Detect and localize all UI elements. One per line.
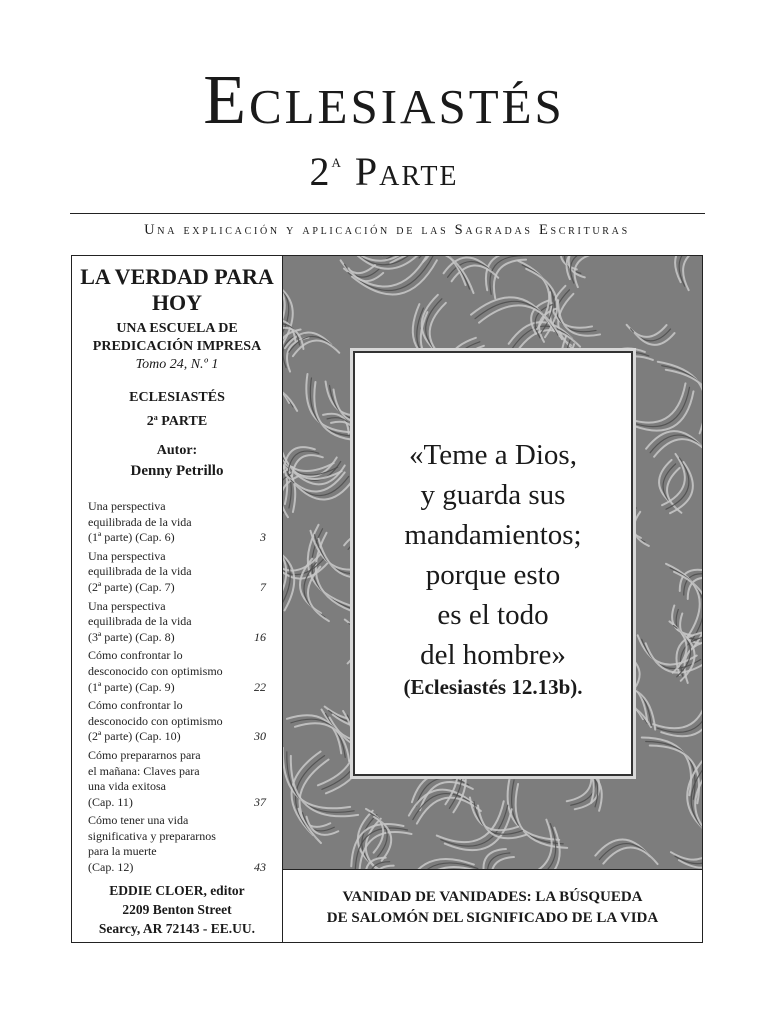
toc-page: 22 bbox=[254, 679, 266, 694]
marble-swirl bbox=[662, 366, 702, 438]
document-title: Eclesiastés bbox=[203, 62, 565, 139]
volume-number: Tomo 24, N.º 1 bbox=[135, 357, 219, 372]
book-part-ordinal: a bbox=[153, 413, 158, 422]
book-part-word: PARTE bbox=[161, 414, 208, 429]
toc-item[interactable] bbox=[88, 549, 268, 596]
toc-title: Cómo tener una vida significativa y prepararnos para la muerte (Cap. 12) bbox=[88, 813, 216, 875]
quote-line: del hombre» bbox=[420, 639, 566, 671]
cover-frame bbox=[71, 255, 703, 943]
marble-swirl bbox=[672, 605, 692, 635]
marble-swirl bbox=[340, 256, 420, 261]
marble-swirl bbox=[491, 857, 513, 869]
toc-title: Cómo confrontar lo desconocido con optimismo (1ª parte) (Cap. 9) bbox=[88, 648, 223, 694]
subtitle-ordinal: a bbox=[331, 151, 343, 171]
marble-swirl bbox=[683, 256, 702, 290]
quote-box bbox=[353, 351, 633, 776]
school-title: LA VERDAD PARA HOY bbox=[80, 264, 274, 315]
series-caption bbox=[283, 869, 702, 942]
marble-swirl bbox=[293, 341, 339, 357]
marble-swirl bbox=[283, 387, 297, 411]
title-divider bbox=[70, 213, 705, 214]
marble-swirl bbox=[634, 512, 649, 546]
toc-title: Una perspectiva equilibrada de la vida (2ª parte) (Cap. 7) bbox=[88, 548, 192, 594]
toc-item[interactable] bbox=[88, 648, 268, 695]
quote-reference: (Eclesiastés 12.13b). bbox=[403, 675, 583, 699]
quote-line: es el todo bbox=[437, 599, 549, 631]
quote-line: «Teme a Dios, bbox=[409, 439, 577, 471]
caption-line: VANIDAD DE VANIDADES: LA BÚSQUEDA bbox=[342, 889, 643, 905]
toc-item[interactable] bbox=[88, 748, 268, 810]
publisher-info bbox=[72, 881, 282, 938]
author-label: Autor: bbox=[156, 443, 198, 458]
toc-title: Una perspectiva equilibrada de la vida (3ª parte) (Cap. 8) bbox=[88, 598, 192, 644]
marble-swirl bbox=[603, 848, 657, 864]
toc-page: 30 bbox=[254, 729, 266, 744]
toc-title: Cómo confrontar lo desconocido con optimismo (2ª parte) (Cap. 10) bbox=[88, 698, 223, 744]
marble-swirl bbox=[494, 260, 526, 299]
subtitle-number: 2 bbox=[309, 149, 332, 194]
subtitle-word: Parte bbox=[354, 149, 459, 194]
marble-swirl bbox=[318, 711, 355, 785]
school-subtitle: UNA ESCUELA DE PREDICACIÓN IMPRESA bbox=[92, 321, 262, 354]
toc-page: 7 bbox=[260, 579, 266, 594]
toc-title: Una perspectiva equilibrada de la vida (1ª parte) (Cap. 6) bbox=[88, 499, 192, 545]
book-part bbox=[72, 408, 282, 432]
marble-swirl bbox=[287, 752, 354, 812]
document-subtitle bbox=[0, 149, 768, 194]
toc-page: 43 bbox=[254, 860, 266, 875]
sidebar bbox=[72, 256, 283, 942]
tagline: Una explicación y aplicación de las Sagradas Escrituras bbox=[144, 222, 630, 238]
quote-line: mandamientos; bbox=[404, 519, 582, 551]
toc-item[interactable] bbox=[88, 813, 268, 875]
marble-swirl bbox=[295, 723, 349, 761]
marbled-pattern bbox=[283, 256, 702, 869]
author-name: Denny Petrillo bbox=[130, 463, 224, 479]
toc-page: 37 bbox=[254, 794, 266, 809]
marble-swirl bbox=[653, 691, 702, 728]
marble-swirl bbox=[575, 256, 596, 287]
book-title-block bbox=[72, 388, 282, 432]
toc-title: Cómo prepararnos para el mañana: Claves para una vida exitosa (Cap. 11) bbox=[88, 747, 201, 809]
marble-swirl bbox=[595, 840, 649, 856]
toc-item[interactable] bbox=[88, 599, 268, 646]
publisher-name: EDDIE CLOER, editor bbox=[109, 883, 245, 898]
quote-text bbox=[355, 435, 631, 675]
toc-page: 3 bbox=[260, 530, 266, 545]
marble-swirl bbox=[287, 715, 341, 753]
marble-swirl bbox=[512, 780, 564, 844]
quote-line: porque esto bbox=[425, 559, 561, 591]
marble-swirl bbox=[667, 468, 681, 513]
publisher-street: 2209 Benton Street bbox=[122, 902, 232, 917]
toc-item[interactable] bbox=[88, 698, 268, 745]
book-title: ECLESIASTÉS bbox=[129, 390, 225, 405]
publisher-city: Searcy, AR 72143 - EE.UU. bbox=[98, 921, 256, 936]
series-caption-text bbox=[283, 887, 702, 929]
toc-item[interactable] bbox=[88, 499, 268, 546]
quote-line: y guarda sus bbox=[420, 479, 566, 511]
table-of-contents bbox=[88, 499, 268, 879]
book-part-number: 2 bbox=[146, 414, 154, 429]
marble-swirl bbox=[283, 268, 285, 337]
caption-line: DE SALOMÓN DEL SIGNIFICADO DE LA VIDA bbox=[326, 910, 659, 926]
toc-page: 16 bbox=[254, 629, 266, 644]
